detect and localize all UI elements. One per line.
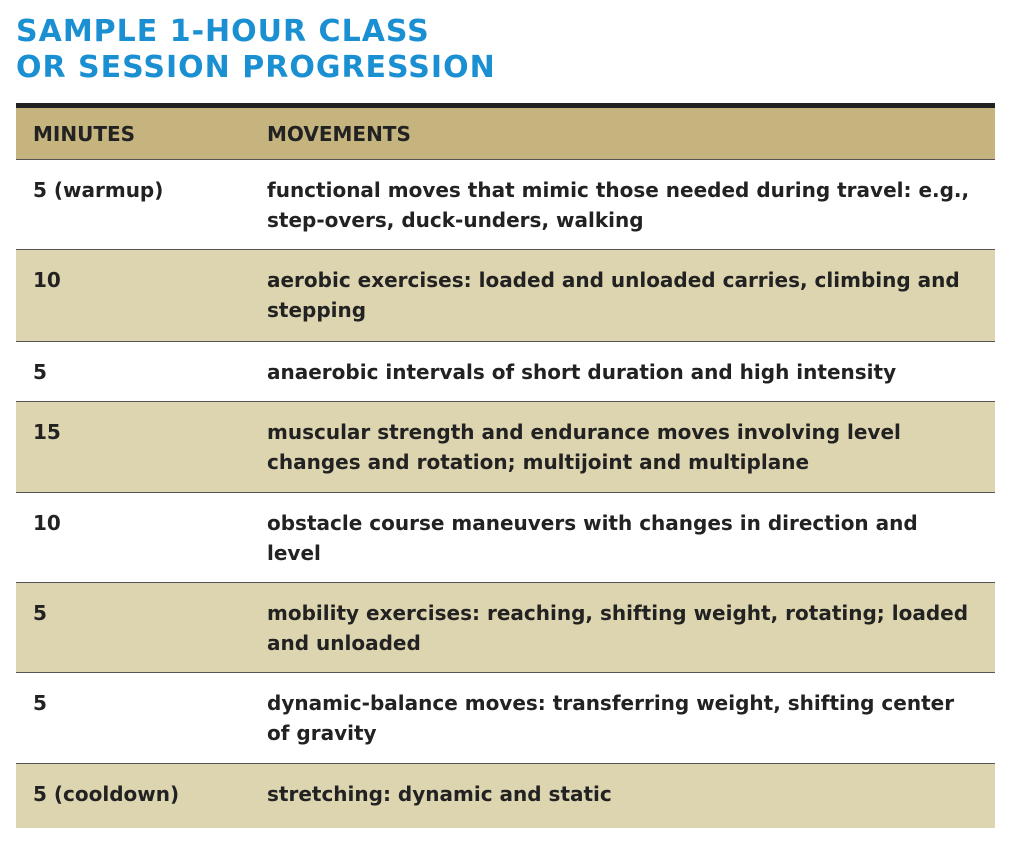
row-movements: stretching: dynamic and static [267,782,612,806]
header-movements: MOVEMENTS [267,122,411,146]
row-minutes: 5 [33,601,47,625]
row-movements: obstacle course maneuvers with changes in direction and level [267,511,918,565]
table-row [16,250,995,342]
row-movements: muscular strength and endurance moves involving level changes and rotation; multijoint and multiplane [267,420,901,474]
table-row [16,160,995,250]
row-minutes: 5 [33,691,47,715]
row-movements: anaerobic intervals of short duration and high intensity [267,360,897,384]
row-movements: aerobic exercises: loaded and unloaded carries, climbing and stepping [267,268,960,322]
table-row [16,673,995,764]
page-title [16,14,496,86]
table-row [16,402,995,493]
table-row [16,493,995,583]
row-minutes: 5 (warmup) [33,178,164,202]
row-minutes: 5 [33,360,47,384]
title-line-2: OR SESSION PROGRESSION [16,50,496,85]
table-row [16,583,995,673]
table-header-row [16,108,995,160]
row-movements: dynamic-balance moves: transferring weight, shifting center of gravity [267,691,955,745]
table-row [16,764,995,828]
row-minutes: 10 [33,511,61,535]
table-row [16,342,995,402]
row-minutes: 10 [33,268,61,292]
row-movements: functional moves that mimic those needed during travel: e.g., step-overs, duck-unders, walking [267,178,970,232]
header-minutes: MINUTES [33,122,136,146]
row-movements: mobility exercises: reaching, shifting weight, rotating; loaded and unloaded [267,601,969,655]
row-minutes: 15 [33,420,61,444]
row-minutes: 5 (cooldown) [33,782,180,806]
session-table [16,103,995,828]
title-line-1: SAMPLE 1-HOUR CLASS [16,14,430,49]
